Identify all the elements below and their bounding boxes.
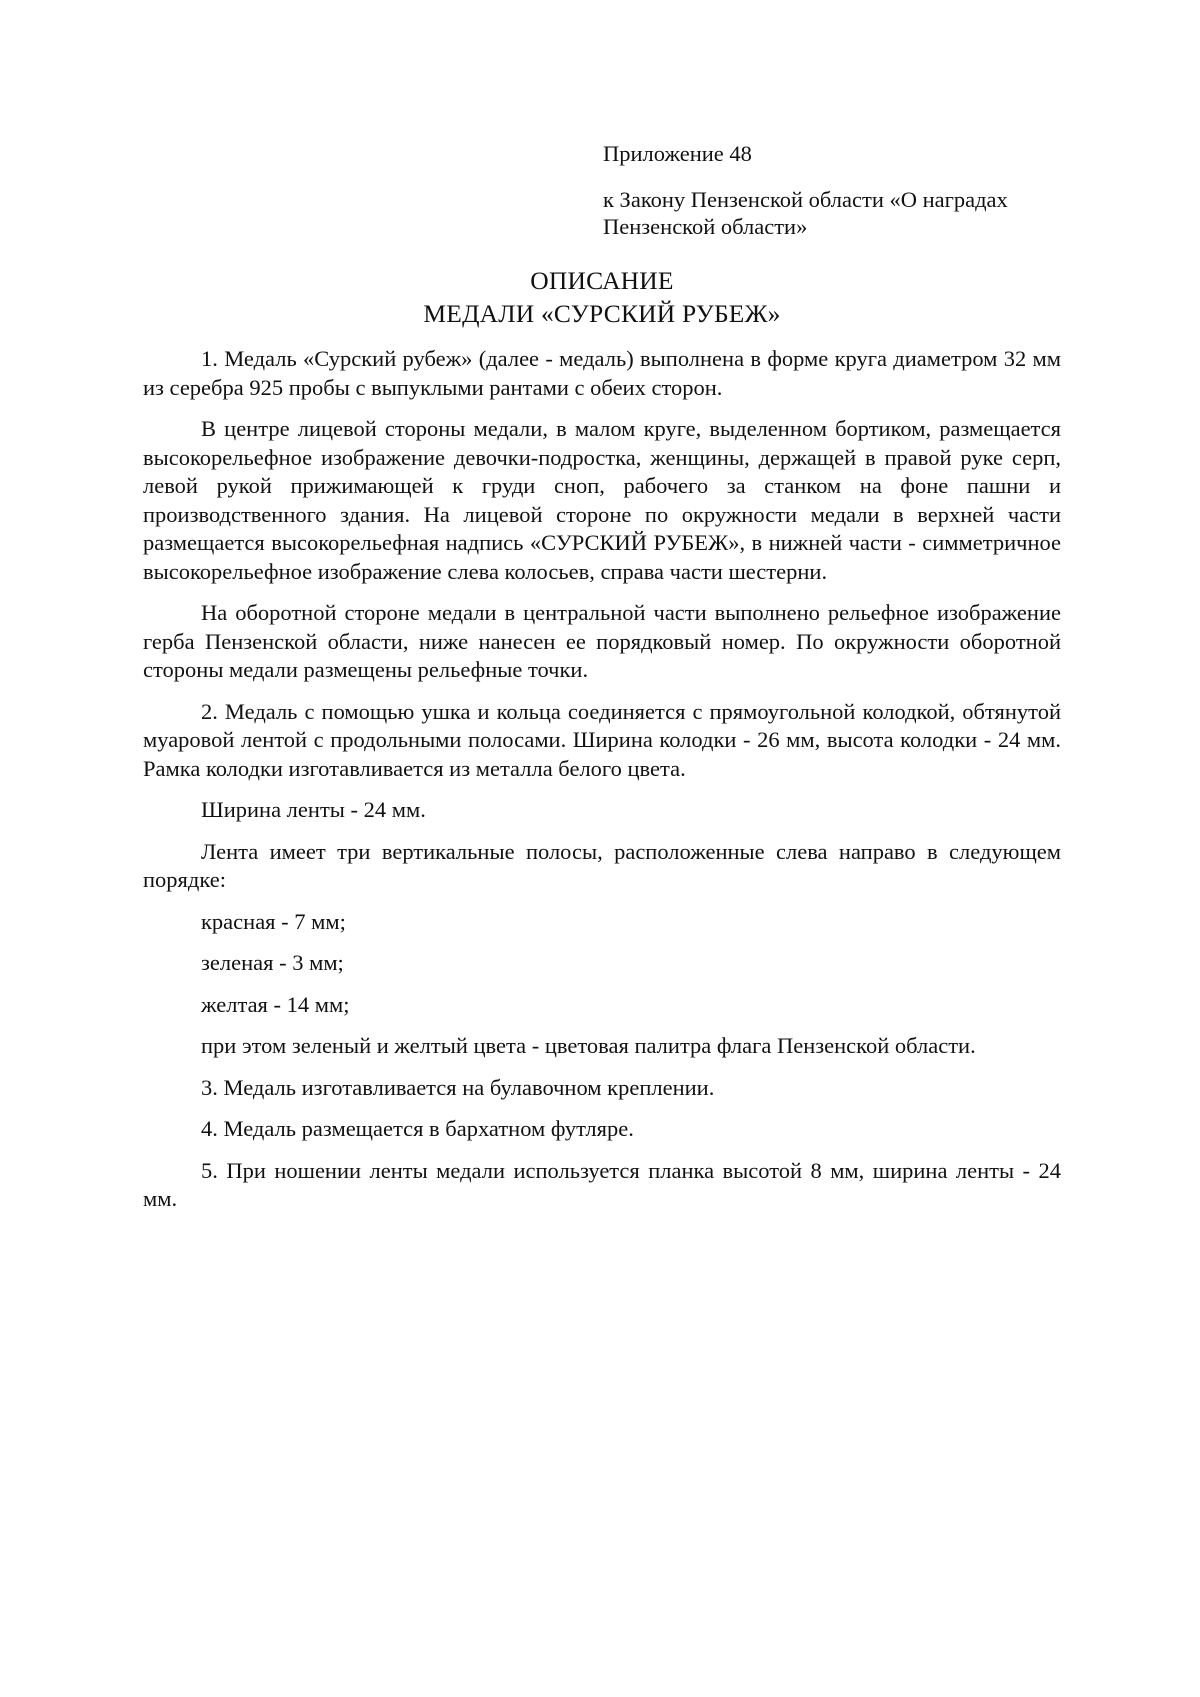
- paragraph-3: На оборотной стороне медали в центральной части выполнено рельефное изображение герба Пензенской области, ниже нанесен ее порядковый номер. По окружности оборотной стороны медали размещены рельефные точки.: [143, 600, 1061, 682]
- paragraph-5: Ширина ленты - 24 мм.: [201, 797, 426, 822]
- document-body: [143, 345, 1061, 1227]
- paragraph-4: 2. Медаль с помощью ушка и кольца соединяется с прямоугольной колодкой, обтянутой муаровой лентой с продольными полосами. Ширина колодки - 26 мм, высота колодки - 24 мм. Рамка колодки изготавливается из металла белого цвета.: [143, 698, 1061, 781]
- paragraph-6: Лента имеет три вертикальные полосы, расположенные слева направо в следующем порядке:: [143, 838, 1061, 892]
- stripe-green: зеленая - 3 мм;: [201, 950, 344, 975]
- title-line-2: МЕДАЛИ «СУРСКИЙ РУБЕЖ»: [423, 299, 781, 328]
- document-title: [143, 264, 1061, 330]
- paragraph-11: 3. Медаль изготавливается на булавочном креплении.: [201, 1074, 715, 1100]
- stripe-yellow: желтая - 14 мм;: [201, 991, 350, 1017]
- title-line-1: ОПИСАНИЕ: [530, 266, 674, 295]
- paragraph-13: 5. При ношении ленты медали используется планка высотой 8 мм, ширина ленты - 24 мм.: [143, 1157, 1061, 1211]
- stripe-red: красная - 7 мм;: [201, 908, 346, 934]
- document-header: [603, 140, 1073, 240]
- law-reference: к Закону Пензенской области «О наградах Пензенской области»: [603, 187, 1008, 239]
- paragraph-1: 1. Медаль «Сурский рубеж» (далее - медаль) выполнена в форме круга диаметром 32 мм из серебра 925 пробы с выпуклыми рантами с обеих сторон.: [143, 346, 1061, 400]
- paragraph-12: 4. Медаль размещается в бархатном футляре.: [201, 1116, 634, 1141]
- paragraph-10: при этом зеленый и желтый цвета - цветовая палитра флага Пензенской области.: [201, 1033, 976, 1058]
- appendix-number: Приложение 48: [603, 141, 752, 166]
- paragraph-2: В центре лицевой стороны медали, в малом круге, выделенном бортиком, размещается высокорельефное изображение девочки-подростка, женщины, держащей в правой руке серп, левой рукой прижимающей к груди сноп, рабочего за станком на фоне пашни и производственного здания. На лицевой стороне по окружности медали в верхней части размещается высокорельефная надпись «СУРСКИЙ РУБЕЖ», в нижней части - симметричное высокорельефное изображение слева колосьев, справа части шестерни.: [143, 416, 1061, 584]
